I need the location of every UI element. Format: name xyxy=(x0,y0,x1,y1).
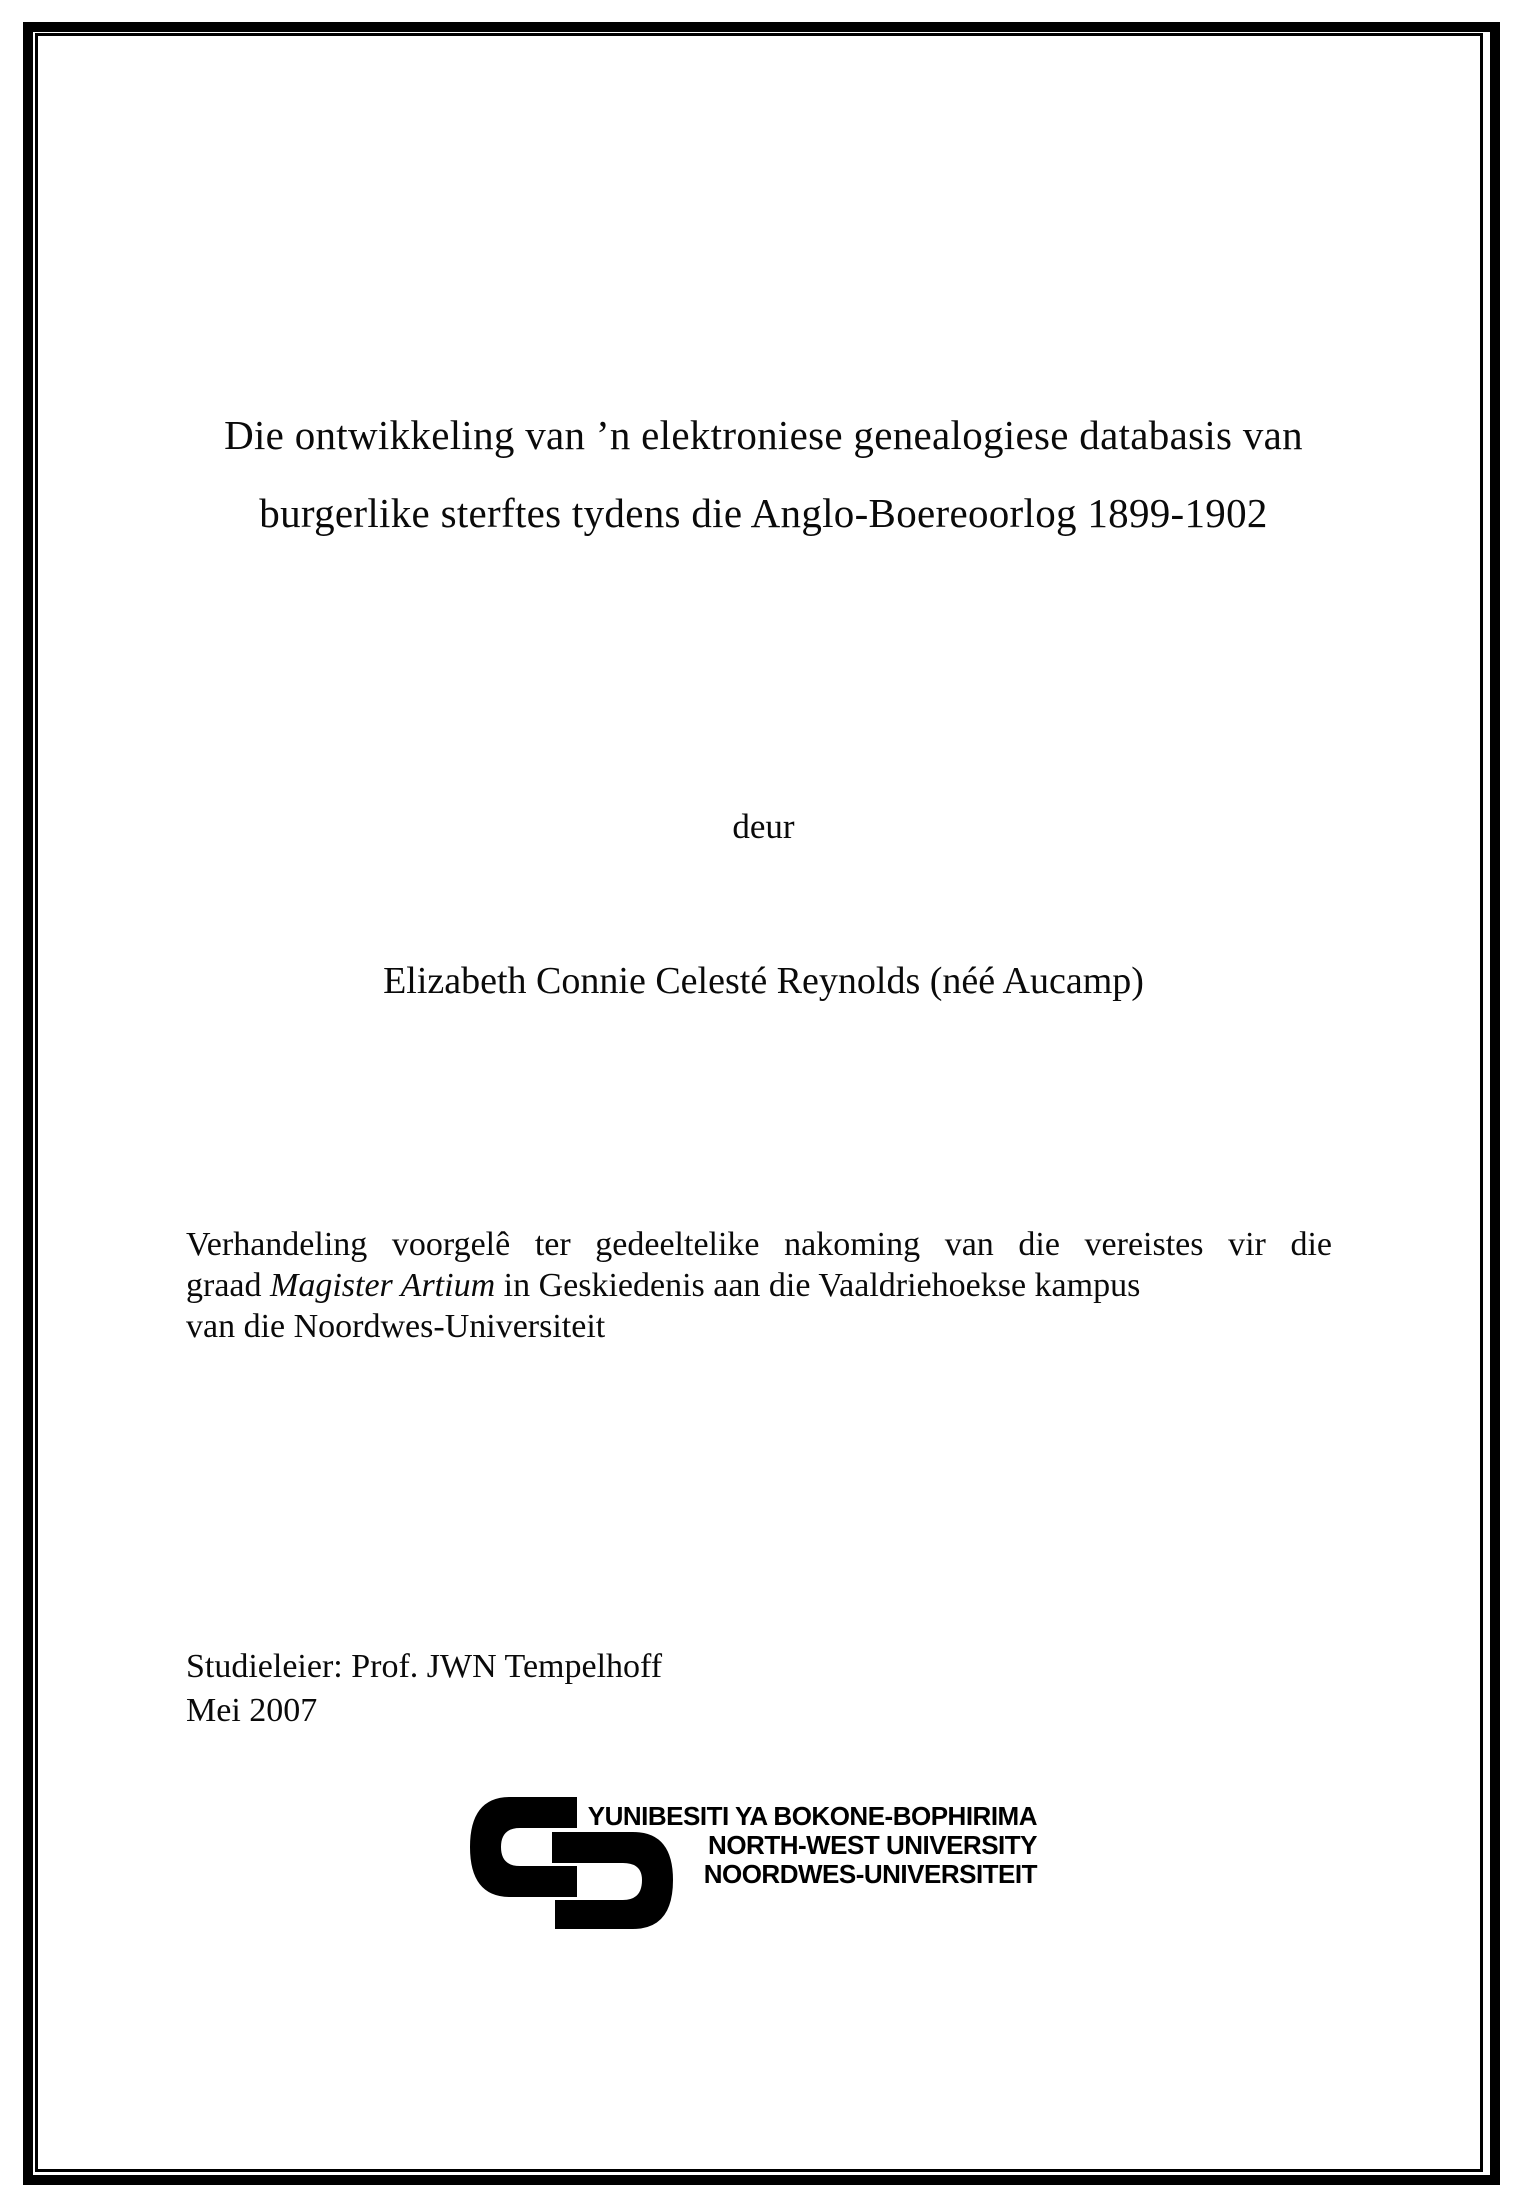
degree-name: Magister Artium xyxy=(270,1267,496,1304)
statement-line2 xyxy=(186,1265,1332,1306)
thesis-title xyxy=(0,396,1527,552)
statement-line3: van die Noordwes-Universiteit xyxy=(186,1308,606,1345)
thesis-title-line1: Die ontwikkeling van ’n elektroniese genealogiese databasis van xyxy=(224,412,1303,458)
supervisor-line: Studieleier: Prof. JWN Tempelhoff xyxy=(186,1648,663,1685)
statement-line2-post: in Geskiedenis aan die Vaaldriehoekse kampus xyxy=(495,1267,1141,1304)
thesis-statement xyxy=(186,1224,1332,1347)
university-name-setswana: YUNIBESITI YA BOKONE-BOPHIRIMA xyxy=(587,1801,1037,1831)
supervisor-block xyxy=(186,1645,662,1733)
university-name-english: NORTH-WEST UNIVERSITY xyxy=(708,1830,1037,1860)
university-logo-text xyxy=(587,1802,1037,1889)
date-line: Mei 2007 xyxy=(186,1692,318,1729)
university-name-afrikaans: NOORDWES-UNIVERSITEIT xyxy=(703,1859,1037,1889)
statement-line2-pre: graad xyxy=(186,1267,271,1304)
thesis-title-line2: burgerlike sterftes tydens die Anglo-Boereoorlog 1899-1902 xyxy=(259,490,1268,536)
statement-line1: Verhandeling voorgelê ter gedeeltelike nakoming van die vereistes vir die xyxy=(186,1226,1332,1263)
author-name: Elizabeth Connie Celesté Reynolds (néé Aucamp) xyxy=(383,960,1144,1002)
byline-label: deur xyxy=(732,807,795,846)
